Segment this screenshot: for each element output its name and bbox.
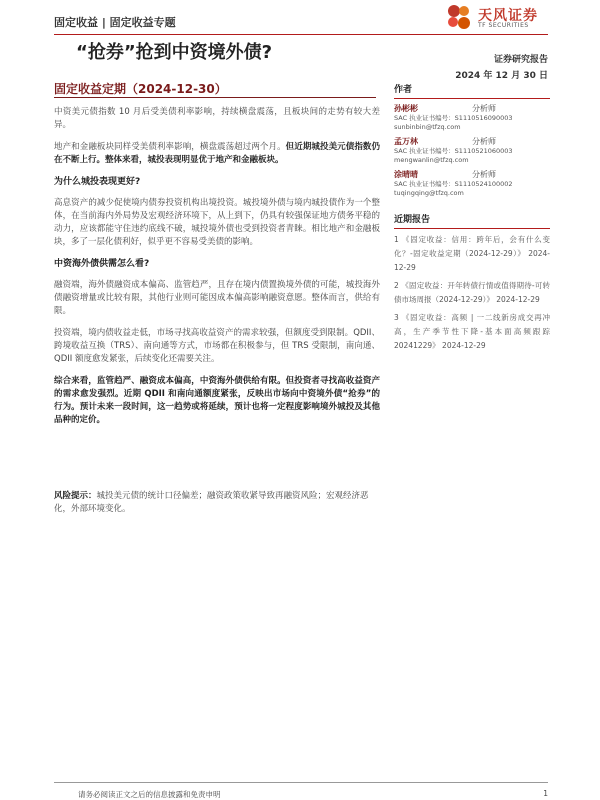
author-cert: SAC 执业证书编号：S1110516090003 <box>394 114 513 122</box>
logo-text-cn: 天风证券 <box>478 8 538 24</box>
recent-report-item[interactable]: 1 《固定收益：信用：跨年后，会有什么变化？-固定收益定期（2024-12-29）》 2024-12-29 <box>394 235 550 272</box>
paragraph-3: 高息资产的减少促使境内债券投资机构出境投资。城投境外债与境内城投债作为一个整体，在当前海内外局势及宏观经济环境下，从上到下，仍具有较强保证地方债务平稳的动力，应该都能守住违约底线不破，城投境外债也受到投资者青睐。相比地产和金融板块，多了一层化债利好，似乎更不容易受美债的影响。 <box>54 198 380 247</box>
risk-warning <box>54 490 380 516</box>
report-title: “抢券”抢到中资境外债? <box>76 42 273 63</box>
author-card <box>394 169 550 198</box>
logo-text-en: TF SECURITIES <box>478 22 529 29</box>
sidebar <box>394 82 550 357</box>
main-body <box>54 106 380 436</box>
author-cert: SAC 执业证书编号：S1110524100002 <box>394 180 513 188</box>
section-heading-1: 为什么城投表现更好? <box>54 177 141 187</box>
paragraph-6-conclusion: 综合来看，监管趋严、融资成本偏高，中资海外债供给有限。但投资者寻找高收益资产的需求愈发强烈。近期 QDII 和南向通额度紧张，反映出市场向中资境外债“抢券”的行为。预计未来一段时间，这一趋势或将延续，预计也将一定程度影响境外城投及其他品种的定价。 <box>54 376 380 425</box>
authors-heading: 作者 <box>394 82 550 99</box>
recent-report-item[interactable]: 2 《固定收益：开年转债行情或值得期待-可转债市场周报（2024-12-29）》 2024-12-29 <box>394 281 550 304</box>
footer-disclaimer: 请务必阅读正文之后的信息披露和免责申明 <box>78 790 221 799</box>
report-category: 固定收益 | 固定收益专题 <box>54 16 176 29</box>
author-role: 分析师 <box>472 137 496 146</box>
report-subtitle: 固定收益定期（2024-12-30） <box>54 82 227 96</box>
report-date: 2024 年 12 月 30 日 <box>455 71 548 81</box>
recent-reports-heading: 近期报告 <box>394 212 550 229</box>
page-number: 1 <box>543 789 548 798</box>
author-email[interactable]: tuqingqing@tfzq.com <box>394 189 464 197</box>
footer-divider <box>54 782 548 783</box>
paragraph-4: 融资端，海外债融资成本偏高、监管趋严，且存在境内债置换境外债的可能，城投海外债融资增量或比较有限，其他行业则可能因成本偏高影响融资意愿。整体而言，供给有限。 <box>54 280 380 316</box>
report-type: 证券研究报告 <box>493 55 548 65</box>
company-logo <box>444 2 554 32</box>
risk-label: 风险提示： <box>54 491 97 501</box>
recent-report-item[interactable]: 3 《固定收益：高频 | 一二线新房成交再冲高，生产季节性下降-基本面高频跟踪 20241229》 2024-12-29 <box>394 313 550 350</box>
author-email[interactable]: mengwanlin@tfzq.com <box>394 156 469 164</box>
section-heading-2: 中资海外债供需怎么看? <box>54 259 150 269</box>
recent-reports <box>394 212 550 353</box>
subtitle-divider <box>54 97 376 98</box>
risk-text: 城投美元债的统计口径偏差；融资政策收紧导致再融资风险；宏观经济恶化，外部环境变化。 <box>54 491 369 514</box>
paragraph-2 <box>54 141 380 167</box>
author-role: 分析师 <box>472 170 496 179</box>
author-cert: SAC 执业证书编号：S1110521060003 <box>394 147 513 155</box>
author-card <box>394 136 550 165</box>
author-card <box>394 103 550 132</box>
header-divider <box>54 34 548 35</box>
author-name: 涂晴晴 <box>394 170 418 179</box>
author-name: 孟万林 <box>394 137 418 146</box>
author-name: 孙彬彬 <box>394 104 418 113</box>
paragraph-2-bold: 但近期城投美元债指数仍在不断上行。整体来看，城投表现明显优于地产和金融板块。 <box>54 142 380 165</box>
author-role: 分析师 <box>472 104 496 113</box>
tf-logo-icon <box>444 2 474 32</box>
paragraph-5: 投资端，境内债收益走低，市场寻找高收益资产的需求较强，但额度受到限制。QDII、跨境收益互换（TRS）、南向通等方式，市场都在积极参与，但 TRS 受限制，南向通、QDII 额度愈发紧张，后续变化还需要关注。 <box>54 328 380 364</box>
author-email[interactable]: sunbinbin@tfzq.com <box>394 123 461 131</box>
paragraph-2-plain: 地产和金融板块同样受美债利率影响，横盘震荡超过两个月。 <box>54 142 286 152</box>
paragraph-1: 中资美元债指数 10 月后受美债利率影响，持续横盘震荡，且板块间的走势有较大差异。 <box>54 107 380 130</box>
